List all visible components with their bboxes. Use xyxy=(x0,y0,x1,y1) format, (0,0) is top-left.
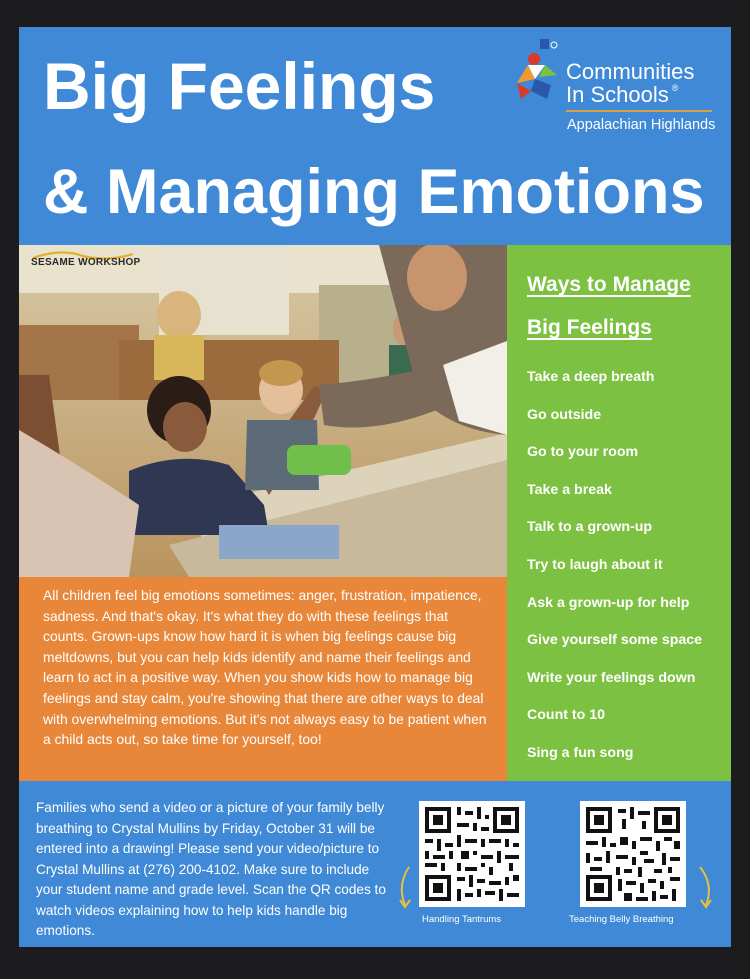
title-line-1: Big Feelings xyxy=(43,49,436,123)
list-item: Give yourself some space xyxy=(527,632,703,649)
families-paragraph: Families who send a video or a picture of your family belly breathing to Crystal Mullins by Friday, October 31 will be entered into a drawing! Please send your video/picture to Crystal Mullins at (276) 200-4102. Make sure to include your student name and grade level. Scan the QR codes to watch videos explaining how to help kids handle big emotions. xyxy=(36,800,386,938)
curved-arrow-icon xyxy=(395,865,417,913)
list-item: Go outside xyxy=(527,406,602,423)
intro-panel xyxy=(19,577,507,781)
title-line-2: & Managing Emotions xyxy=(43,157,705,227)
logo-line-in-schools: In Schools ® xyxy=(566,82,679,107)
ways-to-manage-panel xyxy=(507,245,731,781)
list-item: Take a deep breath xyxy=(527,369,655,385)
list-item: Take a break xyxy=(527,481,612,498)
ways-list xyxy=(527,365,702,779)
logo-subtitle: Appalachian Highlands xyxy=(567,117,716,133)
logo-line-communities: Communities xyxy=(566,59,695,84)
curved-arrow-icon xyxy=(694,865,716,913)
flyer-poster xyxy=(19,27,731,947)
intro-paragraph: All children feel big emotions sometimes: anger, frustration, impatience, sadness. And that's okay. It's what they do with these feelings that counts. Grown-ups know how hard it is when big feelings cause big meltdowns, but you can help kids identify and name their feelings and learn to act in a positive way. When you show kids how to manage big feelings and stay calm, you're showing that there are other ways to deal with overwhelming emotions. But it's not always easy to be patient when a child acts out, so take time for yourself, too! xyxy=(43,587,487,748)
registered-mark: ® xyxy=(671,83,679,93)
logo-divider xyxy=(566,110,712,112)
list-item: Try to laugh about it xyxy=(527,556,663,573)
communities-in-schools-logo xyxy=(507,39,722,139)
qr-code-icon xyxy=(580,801,686,907)
qr-label-teaching-belly-breathing: Teaching Belly Breathing xyxy=(569,914,674,925)
list-item: Sing a fun song xyxy=(527,744,634,761)
families-panel xyxy=(19,781,731,947)
qr-code-teaching-belly-breathing[interactable] xyxy=(580,801,686,907)
list-item: Write your feelings down xyxy=(527,669,696,686)
ways-to-manage-heading: Ways to Manage Big Feelings xyxy=(527,273,691,339)
classroom-photo xyxy=(19,245,507,577)
qr-label-handling-tantrums: Handling Tantrums xyxy=(422,914,502,925)
sesame-workshop-watermark: SESAME WORKSHOP xyxy=(31,257,141,268)
list-item: Talk to a grown-up xyxy=(527,519,653,536)
header xyxy=(19,27,731,245)
communities-in-schools-logo-icon xyxy=(507,39,563,101)
list-item: Go to your room xyxy=(527,444,639,461)
list-item: Count to 10 xyxy=(527,707,606,724)
qr-code-icon xyxy=(419,801,525,907)
list-item: Ask a grown-up for help xyxy=(527,594,690,611)
classroom-photo-illustration xyxy=(19,245,507,577)
qr-code-handling-tantrums[interactable] xyxy=(419,801,525,907)
